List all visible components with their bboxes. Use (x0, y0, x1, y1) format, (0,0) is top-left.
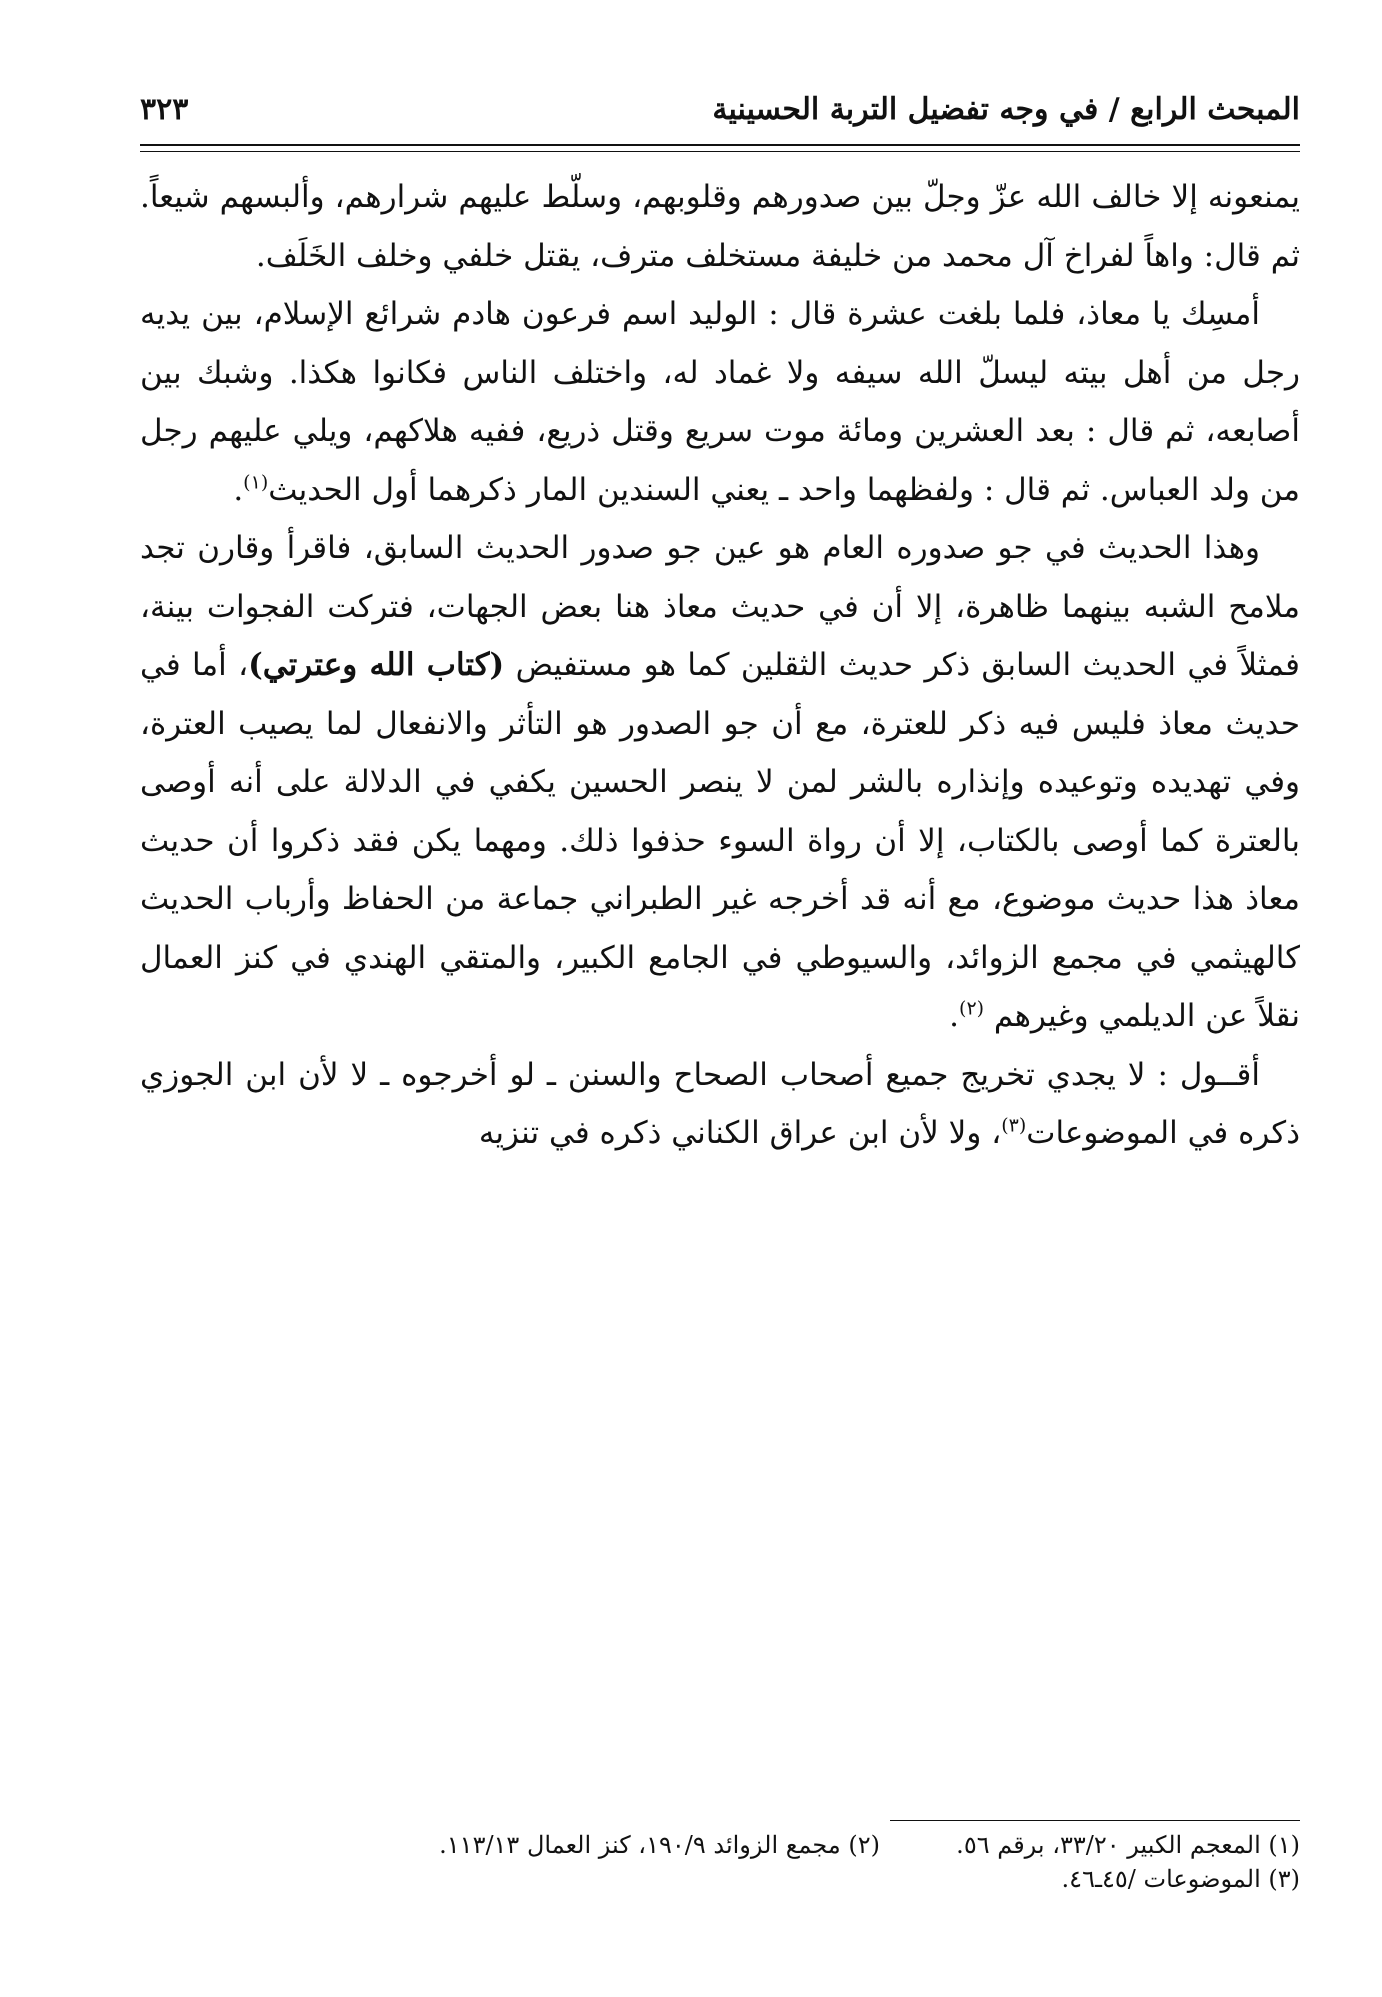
footnote-row (140, 1828, 1300, 1862)
text-run: أمسِك يا معاذ، فلما بلغت عشرة قال : الوليد اسم فرعون هادم شرائع الإسلام، بين يديه رجل من أهل بيته ليسلّ الله سيفه ولا غماد له، واختلف الناس فكانوا هكذا. وشبك بين أصابعه، ثم قال : بعد العشرين ومائة موت سريع وقتل ذريع، ففيه هلاكهم، ويلي عليهم رجل من ولد العباس. ثم قال : ولفظهما واحد ـ يعني السندين المار ذكرهما أول الحديث (140, 296, 1300, 508)
footnote-marker: (١) (243, 471, 269, 494)
page-number: ٣٢٣ (140, 92, 189, 127)
header-rule-thin (140, 151, 1300, 152)
text-run: . (233, 471, 244, 508)
text-run: وهذا الحديث في جو صدوره العام هو عين جو صدور الحديث السابق، فاقرأ وقارن تجد ملامح الشبه بينهما ظاهرة، إلا أن في حديث معاذ هنا بعض الجهات، فتركت الفجوات بينة، فمثلاً في الحديث السابق ذكر حديث الثقلين كما هو مستفيض (140, 530, 1300, 683)
footnote-marker: (٣) (1001, 1114, 1027, 1137)
footnotes (140, 1828, 1300, 1896)
footnote-1: (١) المعجم الكبير ٣٣/٢٠، برقم ٥٦. (956, 1831, 1300, 1859)
footnote-row (140, 1862, 1300, 1896)
paragraph (140, 285, 1300, 519)
header-rule (140, 144, 1300, 146)
text-run: ، أما في حديث معاذ فليس فيه ذكر للعترة، مع أن جو الصدور هو التأثر والانفعال لما يصيب العترة، وفي تهديده وتوعيده وإنذاره بالشر لمن لا ينصر الحسين يكفي في الدلالة على أنه أوصى بالعترة كما أوصى بالكتاب، إلا أن رواة السوء حذفوا ذلك. ومهما يكن فقد ذكروا أن حديث معاذ هذا حديث موضوع، مع أنه قد أخرجه غير الطبراني جماعة من الحفاظ وأرباب الحديث كالهيثمي في مجمع الزوائد، والسيوطي في الجامع الكبير، والمتقي الهندي في كنز العمال نقلاً عن الديلمي وغيرهم (140, 647, 1300, 1034)
text-run: . (949, 998, 960, 1034)
paragraph (140, 1046, 1300, 1163)
bold-quote: (كتاب الله وعترتي) (248, 647, 505, 683)
text-run: أقــول : لا يجدي تخريج جميع أصحاب الصحاح والسنن ـ لو أخرجوه ـ لا لأن ابن الجوزي ذكره في الموضوعات (140, 1056, 1300, 1151)
footnote-3: (٣) الموضوعات /٤٥ـ٤٦. (1061, 1865, 1300, 1893)
text-run: ، ولا لأن ابن عراق الكناني ذكره في تنزيه (478, 1115, 1002, 1151)
paragraph (140, 168, 1300, 285)
paragraph (140, 519, 1300, 1046)
text-run: يمنعونه إلا خالف الله عزّ وجلّ بين صدورهم وقلوبهم، وسلّط عليهم شرارهم، وألبسهم شيعاً. ثم قال: واهاً لفراخ آل محمد من خليفة مستخلف مترف، يقتل خلفي وخلف الخَلَف. (140, 179, 1300, 274)
running-header (140, 90, 1300, 138)
footnote-2: (٢) مجمع الزوائد ١٩٠/٩، كنز العمال ١١٣/١٣. (439, 1831, 880, 1859)
footnote-marker: (٢) (959, 997, 985, 1020)
body-text (140, 168, 1300, 1163)
footnote-separator (890, 1820, 1300, 1821)
chapter-title: المبحث الرابع / في وجه تفضيل التربة الحسينية (712, 92, 1300, 127)
